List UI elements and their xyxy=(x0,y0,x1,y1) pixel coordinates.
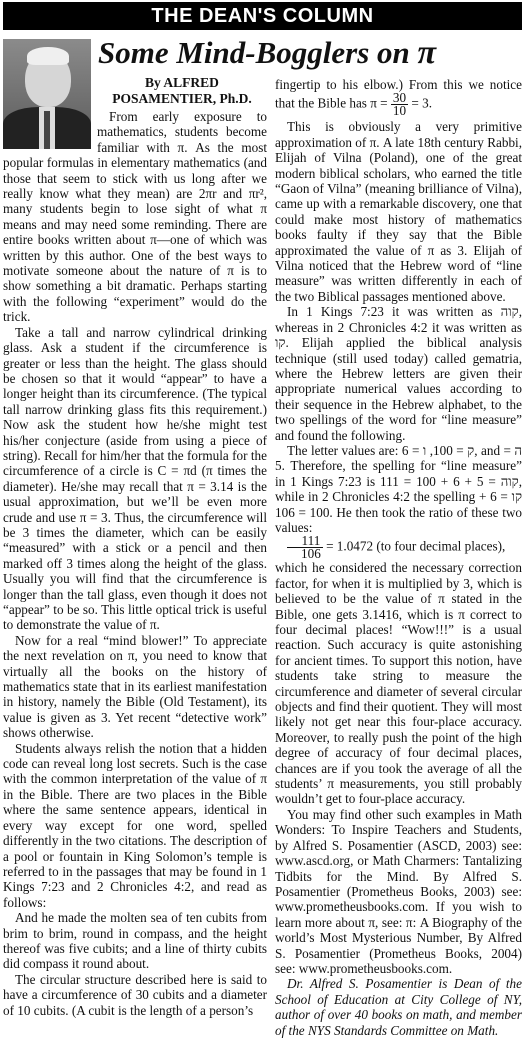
ratio-line xyxy=(275,535,522,560)
fraction-111-106 xyxy=(287,535,323,560)
paragraph: In 1 Kings 7:23 it was written as קוה, whereas in 2 Chronicles 4:2 it was written as קו. Elijah applied the biblical analysis technique (still used today) called gematria, where the Hebrew letters are given their appropriate numerical values according to their sequence in the Hebrew alphabet, to the two spellings of the word for “line measure” and found the following. xyxy=(275,304,522,443)
byline-line2: POSAMENTIER, Ph.D. xyxy=(112,91,252,106)
fraction-30-10 xyxy=(391,92,408,117)
bible-quote: And he made the molten sea of ten cubits from brim to brim, round in compass, and the height thereof was five cubits; and a line of thirty cubits did compass it round about. xyxy=(3,910,267,972)
fraction-denominator: 106 xyxy=(301,546,321,562)
headline-text: Some Mind-Bogglers on xyxy=(98,35,410,70)
paragraph: Take a tall and narrow cylindrical drinking glass. Ask a student if the circumference is greater or less than the height. The glass should be chosen so that it would “appear” to have a longer height than its circumference. (The typical tall narrow drinking glass fits this requirement.) Now ask the student how he/she might test his/her conjecture (aside from using a piece of string). Recall for him/her that the formula for the circumference of a circle is C = πd (π times the diameter). He/she may recall that π = 3.14 is the usual approximation, but we’ll be even more crude and use π = 3. Thus, the circumference will be 3 times the diameter, which can be easily “measured” with a stick or a pencil and then marked off 3 times along the height of the glass. Usually you will find that the circumference is longer than the tall glass, even though it does not “appear” to be so. This little optical trick is useful to demonstrate the value of π. xyxy=(3,324,267,633)
paragraph: which he considered the necessary correction factor, for when it is multiplied by 3, which is believed to be the value of π stated in the Bible, one gets 3.1416, which is π correct to four decimal places! “Wow!!!” is a usual reaction. Such accuracy is quite astonishing for ancient times. To support this notion, have students take string to measure the circumference and diameter of several circular objects and find their quotient. They will most likely not get near this four-place accuracy. Moreover, to really push the point of the high degree of accuracy of four decimal places, chances are if you took the average of all the students’ π measurements, you still probably wouldn’t get to four-place accuracy. xyxy=(275,560,522,807)
paragraph: The letter values are: ק = 100, ו = 6, and ה = 5. Therefore, the spelling for “line measure” in 1 Kings 7:23 is קוה = 5 + 6 + 100 = 111, while in 2 Chronicles 4:2 the spelling קו = 6 + 100 = 106. He then took the ratio of these two values: xyxy=(275,442,523,535)
byline-line1: By ALFRED xyxy=(145,75,219,90)
paragraph-text: fingertip to his elbow.) From this we notice that the Bible has π = xyxy=(275,77,522,111)
paragraph: You may find other such examples in Math Wonders: To Inspire Teachers and Students, by Alfred S. Posamentier (ASCD, 2003) see: www.ascd.org, or Math Charmers: Tantalizing Tidbits for the Mind. By Alfred S. Posamentier (Prometheus Books, 2003) see: www.prometheusbooks.com. If you wish to learn more about π, see: π: A Biography of the world’s Most Mysterious Number, By Alfred S. Posamentier (Prometheus Books, 2004) see: www.prometheusbooks.com. xyxy=(275,806,522,976)
right-column xyxy=(275,77,523,1038)
paragraph: The circular structure described here is said to have a circumference of 30 cubits and a diameter of 10 cubits. (A cubit is the length of a person’s xyxy=(3,971,267,1018)
left-column xyxy=(3,33,267,1018)
author-photo xyxy=(3,39,91,149)
headline-pi-symbol: π xyxy=(417,34,437,71)
fraction-numerator: 30 xyxy=(392,90,407,106)
paragraph: Students always relish the notion that a hidden code can reveal long lost secrets. Such is the case with the common interpretation of the value of π in the Bible. There are two places in the Bible where the same sentence appears, identical in every way except for one word, spelled differently in the two citations. The description of a pool or fountain in King Solomon’s temple is referred to in the passages that may be found in 1 Kings 7:23 and 2 Chronicles 4:2, and read as follows: xyxy=(3,740,267,910)
fraction-numerator: 111 xyxy=(287,535,323,548)
paragraph: From early exposure to mathematics, students become familiar with π. As the most popular formulas in elementary mathematics (and those that seem to stick with us long after we really know what they mean) are 2πr and πr², many students begin to lose sight of what π means and may need some reminding. There are entire books written about π—one of which was written by this author. One of the best ways to motivate someone about the nature of π is to show something a bit dramatic. Perhaps starting with the following “experiment” would do the trick. xyxy=(3,109,267,325)
paragraph xyxy=(275,77,522,117)
paragraph: This is obviously a very primitive approximation of π. A late 18th century Rabbi, Elijah of Vilna (Poland), one of the great modern biblical scholars, who earned the title “Gaon of Vilna” (meaning brilliance of Vilna), came up with a remarkable discovery, one that could make most history of mathematics books faulty if they say that the Bible approximated the value of π as 3. Elijah of Vilna noticed that the Hebrew word of “line measure” was written differently in each of the two Biblical passages mentioned above. xyxy=(275,119,522,304)
ratio-text: = 1.0472 (to four decimal places), xyxy=(326,538,506,554)
author-bio: Dr. Alfred S. Posamentier is Dean of the School of Education at City College of NY, author of over 40 books on math, and member of the NYS Standards Committee on Math. xyxy=(275,976,522,1038)
paragraph-text: = 3. xyxy=(411,95,433,111)
fraction-denominator: 10 xyxy=(392,103,407,119)
paragraph: Now for a real “mind blower!” To appreciate the next revelation on π, you need to know that virtually all the books on the history of mathematics state that in its earliest manifestation in history, namely the Bible (Old Testament), its value is given as 3. Yet recent “detective work” shows otherwise. xyxy=(3,632,267,741)
column-banner: THE DEAN'S COLUMN xyxy=(3,2,522,30)
article-columns xyxy=(3,33,523,1038)
